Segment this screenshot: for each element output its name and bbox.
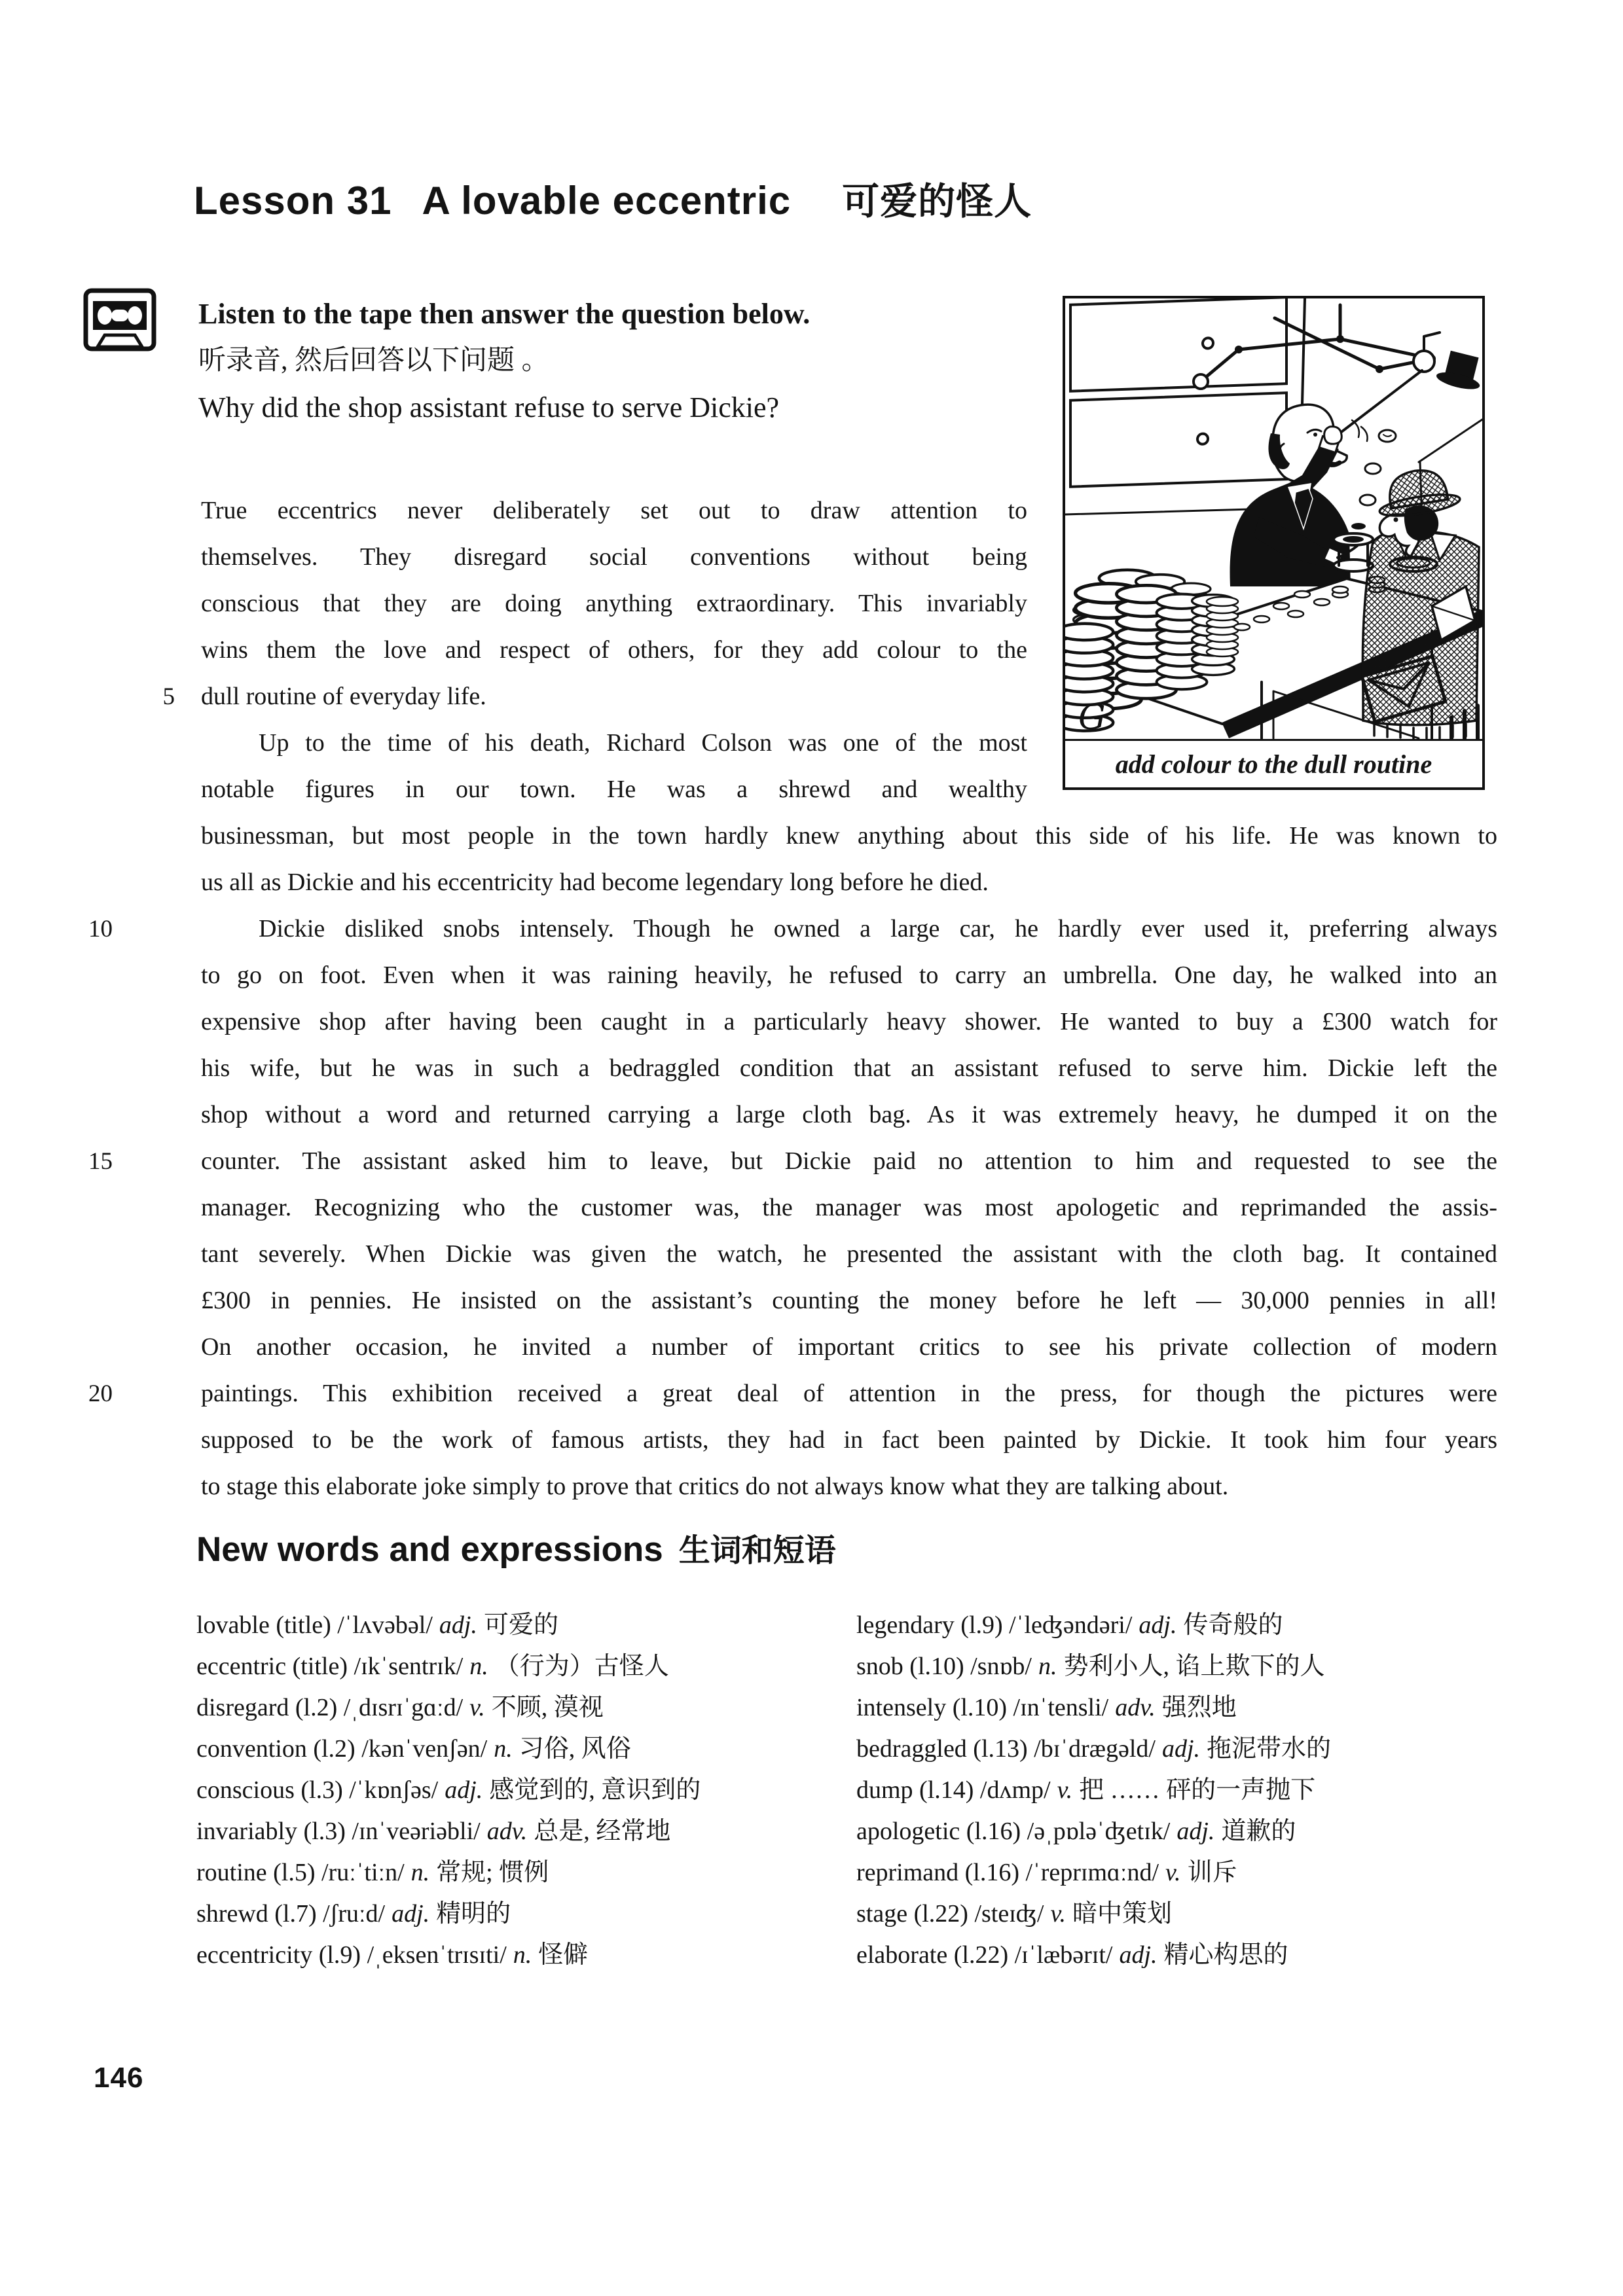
passage-line-text: conscious that they are doing anything extraordinary. This invariably [201,590,1027,617]
line-number [88,1417,175,1463]
page-number: 146 [94,2062,144,2094]
vocab-entry [856,1605,1331,1646]
passage-line-text: True eccentrics never deliberately set out to draw attention to [201,497,1027,524]
passage-line-text: to stage this elaborate joke simply to prove that critics do not always know what they are talking about. [201,1473,1229,1500]
line-number: 15 [88,1148,113,1175]
line-number [88,1185,175,1231]
illustrator-signature: G [1078,698,1106,738]
lesson-title-chinese: 可爱的怪人 [842,181,1032,223]
vocab-chinese-gloss: 常规; 惯例 [436,1859,549,1886]
new-words-heading [196,1525,836,1570]
passage-line [201,488,1027,534]
line-number [88,1231,175,1278]
vocab-entry [856,1646,1331,1687]
passage-line-text: paintings. This exhibition received a great deal of attention in the press, for though the pictures were [201,1380,1497,1407]
vocab-word-and-phonetic: snob (l.10) /snɒb/ [856,1653,1032,1680]
passage-line-text: manager. Recognizing who the customer was, the manager was most apologetic and reprimanded the assis- [201,1194,1497,1221]
line-number [88,627,175,673]
vocab-part-of-speech: n. [513,1941,532,1969]
passage-line-text: tant severely. When Dickie was given the watch, he presented the assistant with the cloth bag. It contained [201,1240,1497,1268]
line-number [88,999,175,1045]
vocab-chinese-gloss: 拖泥带水的 [1207,1735,1332,1763]
vocab-part-of-speech: adv. [1115,1694,1156,1721]
vocab-entry [856,1893,1331,1935]
vocab-entry [196,1646,701,1687]
vocab-chinese-gloss: 强烈地 [1161,1694,1237,1721]
line-number: 5 [162,683,175,710]
line-number [88,1324,175,1371]
vocab-entry [856,1935,1331,1976]
vocab-word-and-phonetic: eccentricity (l.9) /ˌeksenˈtrɪsɪti/ [196,1941,507,1969]
vocab-word-and-phonetic: shrewd (l.7) /ʃruːd/ [196,1900,386,1928]
passage-line-text: dull routine of everyday life. [201,683,486,710]
vocab-part-of-speech: n. [469,1653,488,1680]
vocab-word-and-phonetic: apologetic (l.16) /əˌpɒləˈʤetɪk/ [856,1818,1171,1845]
passage-line [201,952,1497,999]
vocab-chinese-gloss: 总是, 经常地 [534,1818,671,1845]
passage-line-text: Dickie disliked snobs intensely. Though he owned a large car, he hardly ever used it, preferring always [259,915,1497,942]
vocab-word-and-phonetic: disregard (l.2) /ˌdɪsrɪˈgɑːd/ [196,1694,464,1721]
passage-line-text: expensive shop after having been caught in a particularly heavy shower. He wanted to buy a £300 watch for [201,1008,1497,1035]
vocab-entry [856,1852,1331,1893]
passage-line [88,1138,1497,1185]
vocab-word-and-phonetic: elaborate (l.22) /ɪˈlæbərɪt/ [856,1941,1113,1969]
passage-line-text: themselves. They disregard social conventions without being [201,543,1027,571]
vocab-entry [196,1935,701,1976]
vocab-chinese-gloss: （行为）古怪人 [494,1653,669,1680]
vocab-chinese-gloss: 精明的 [436,1900,511,1928]
vocab-entry [856,1811,1331,1852]
passage-line-text: notable figures in our town. He was a shrewd and wealthy [201,776,1027,803]
passage-line [201,766,1027,813]
line-number [88,581,175,627]
vocab-column-left [196,1605,701,1976]
passage-line-text: us all as Dickie and his eccentricity had become legendary long before he died. [201,869,989,896]
passage-line [201,1463,1497,1510]
lesson-title-english: A lovable eccentric [422,179,792,223]
vocab-word-and-phonetic: lovable (title) /ˈlʌvəbəl/ [196,1611,433,1639]
vocab-chinese-gloss: 可爱的 [483,1611,558,1639]
vocab-part-of-speech: n. [494,1735,513,1763]
vocab-chinese-gloss: 传奇般的 [1183,1611,1283,1639]
passage-line-text: supposed to be the work of famous artists, they had in fact been painted by Dickie. It took him four years [201,1426,1497,1454]
passage-line-text: to go on foot. Even when it was raining heavily, he refused to carry an umbrella. One day, he walked into an [201,961,1497,989]
passage-line [201,1417,1497,1463]
passage-line [201,1278,1497,1324]
vocab-word-and-phonetic: convention (l.2) /kənˈvenʃən/ [196,1735,488,1763]
vocab-entry [196,1770,701,1811]
line-number [88,534,175,581]
passage-line [201,1045,1497,1092]
vocab-chinese-gloss: 暗中策划 [1072,1900,1172,1928]
line-number [88,1463,175,1510]
vocab-entry [196,1729,701,1770]
passage-line [201,999,1497,1045]
vocab-chinese-gloss: 势利小人, 谄上欺下的人 [1063,1653,1325,1680]
vocab-word-and-phonetic: stage (l.22) /steɪʤ/ [856,1900,1044,1928]
line-number [88,952,175,999]
vocab-part-of-speech: adj. [392,1900,430,1928]
vocab-word-and-phonetic: bedraggled (l.13) /bɪˈdrægəld/ [856,1735,1156,1763]
passage-line [201,534,1027,581]
passage-line [201,813,1497,859]
vocab-entry [196,1687,701,1729]
passage-line-text: counter. The assistant asked him to leave, but Dickie paid no attention to him and requested to see the [201,1147,1497,1175]
lesson-title [194,171,1032,225]
vocab-part-of-speech: n. [1038,1653,1057,1680]
vocab-part-of-speech: adj. [1139,1611,1177,1639]
vocab-part-of-speech: adv. [486,1818,528,1845]
vocab-part-of-speech: adj. [439,1611,477,1639]
passage-line-text: his wife, but he was in such a bedraggled condition that an assistant refused to serve him. Dickie left the [201,1054,1497,1082]
vocab-entry [856,1770,1331,1811]
vocab-word-and-phonetic: reprimand (l.16) /ˈreprɪmɑːnd/ [856,1859,1159,1886]
vocab-chinese-gloss: 怪僻 [538,1941,589,1969]
vocab-entry [856,1687,1331,1729]
vocab-word-and-phonetic: eccentric (title) /ɪkˈsentrɪk/ [196,1653,464,1680]
passage-line [201,720,1027,766]
vocab-chinese-gloss: 把 …… 砰的一声抛下 [1079,1776,1316,1804]
new-words-heading-english: New words and expressions [196,1530,663,1569]
passage-line [201,1185,1497,1231]
vocab-part-of-speech: adj. [1119,1941,1158,1969]
vocab-part-of-speech: v. [1050,1900,1066,1928]
vocab-entry [196,1852,701,1893]
vocab-chinese-gloss: 精心构思的 [1163,1941,1288,1969]
vocab-entry [196,1605,701,1646]
passage-line-text: On another occasion, he invited a number of important critics to see his private collection of modern [201,1333,1497,1361]
pre-listening-question: Why did the shop assistant refuse to serve Dickie? [198,391,780,423]
line-number [88,1045,175,1092]
passage-line [88,906,1497,952]
reading-passage [88,488,1497,1510]
illustration-caption: add colour to the dull routine [1115,749,1432,779]
vocab-chinese-gloss: 不顾, 漠视 [491,1694,604,1721]
line-number [88,813,175,859]
passage-line [201,1231,1497,1278]
passage-line-text: Up to the time of his death, Richard Colson was one of the most [259,729,1027,757]
vocab-word-and-phonetic: routine (l.5) /ruːˈtiːn/ [196,1859,405,1886]
vocab-part-of-speech: v. [469,1694,485,1721]
vocab-part-of-speech: adj. [1176,1818,1215,1845]
vocab-chinese-gloss: 道歉的 [1221,1818,1296,1845]
passage-line [201,1092,1497,1138]
vocab-part-of-speech: n. [410,1859,430,1886]
line-number [88,859,175,906]
line-number: 10 [88,916,113,942]
vocab-word-and-phonetic: conscious (l.3) /ˈkɒnʃəs/ [196,1776,439,1804]
listen-instruction-english: Listen to the tape then answer the question below. [198,298,811,330]
vocab-column-right [856,1605,1331,1976]
vocab-part-of-speech: adj. [1161,1735,1200,1763]
line-number: 20 [88,1380,113,1407]
line-number [88,766,175,813]
vocab-part-of-speech: v. [1165,1859,1181,1886]
vocab-entry [196,1893,701,1935]
passage-line [201,627,1027,673]
vocab-part-of-speech: adj. [445,1776,483,1804]
vocab-word-and-phonetic: dump (l.14) /dʌmp/ [856,1776,1051,1804]
cassette-tape-icon [83,288,156,353]
vocab-word-and-phonetic: invariably (l.3) /ɪnˈveəriəbli/ [196,1818,481,1845]
passage-line [88,1371,1497,1417]
listen-instructions [198,291,810,431]
passage-line [201,859,1497,906]
passage-line [162,673,1027,720]
vocab-chinese-gloss: 训斥 [1187,1859,1237,1886]
vocab-part-of-speech: v. [1057,1776,1073,1804]
passage-line [201,1324,1497,1371]
passage-line-text: £300 in pennies. He insisted on the assistant’s counting the money before he left — 30,000 pennies in all! [201,1287,1497,1314]
vocab-entry [856,1729,1331,1770]
vocab-chinese-gloss: 感觉到的, 意识到的 [489,1776,701,1804]
lesson-number: Lesson 31 [194,179,392,223]
vocab-word-and-phonetic: legendary (l.9) /ˈleʤəndəri/ [856,1611,1133,1639]
vocab-chinese-gloss: 习俗, 风俗 [519,1735,631,1763]
vocab-entry [196,1811,701,1852]
line-number [88,488,175,534]
passage-line-text: shop without a word and returned carrying a large cloth bag. As it was extremely heavy, he dumped it on the [201,1101,1497,1128]
line-number [88,1092,175,1138]
line-number [88,1278,175,1324]
vocab-word-and-phonetic: intensely (l.10) /ɪnˈtensli/ [856,1694,1109,1721]
passage-line [201,581,1027,627]
line-number [88,720,175,766]
listen-instruction-chinese: 听录音, 然后回答以下问题 。 [198,346,549,376]
passage-line-text: wins them the love and respect of others, for they add colour to the [201,636,1027,664]
new-words-heading-chinese: 生词和短语 [678,1534,836,1568]
passage-line-text: businessman, but most people in the town hardly knew anything about this side of his life. He was known to [201,822,1497,850]
